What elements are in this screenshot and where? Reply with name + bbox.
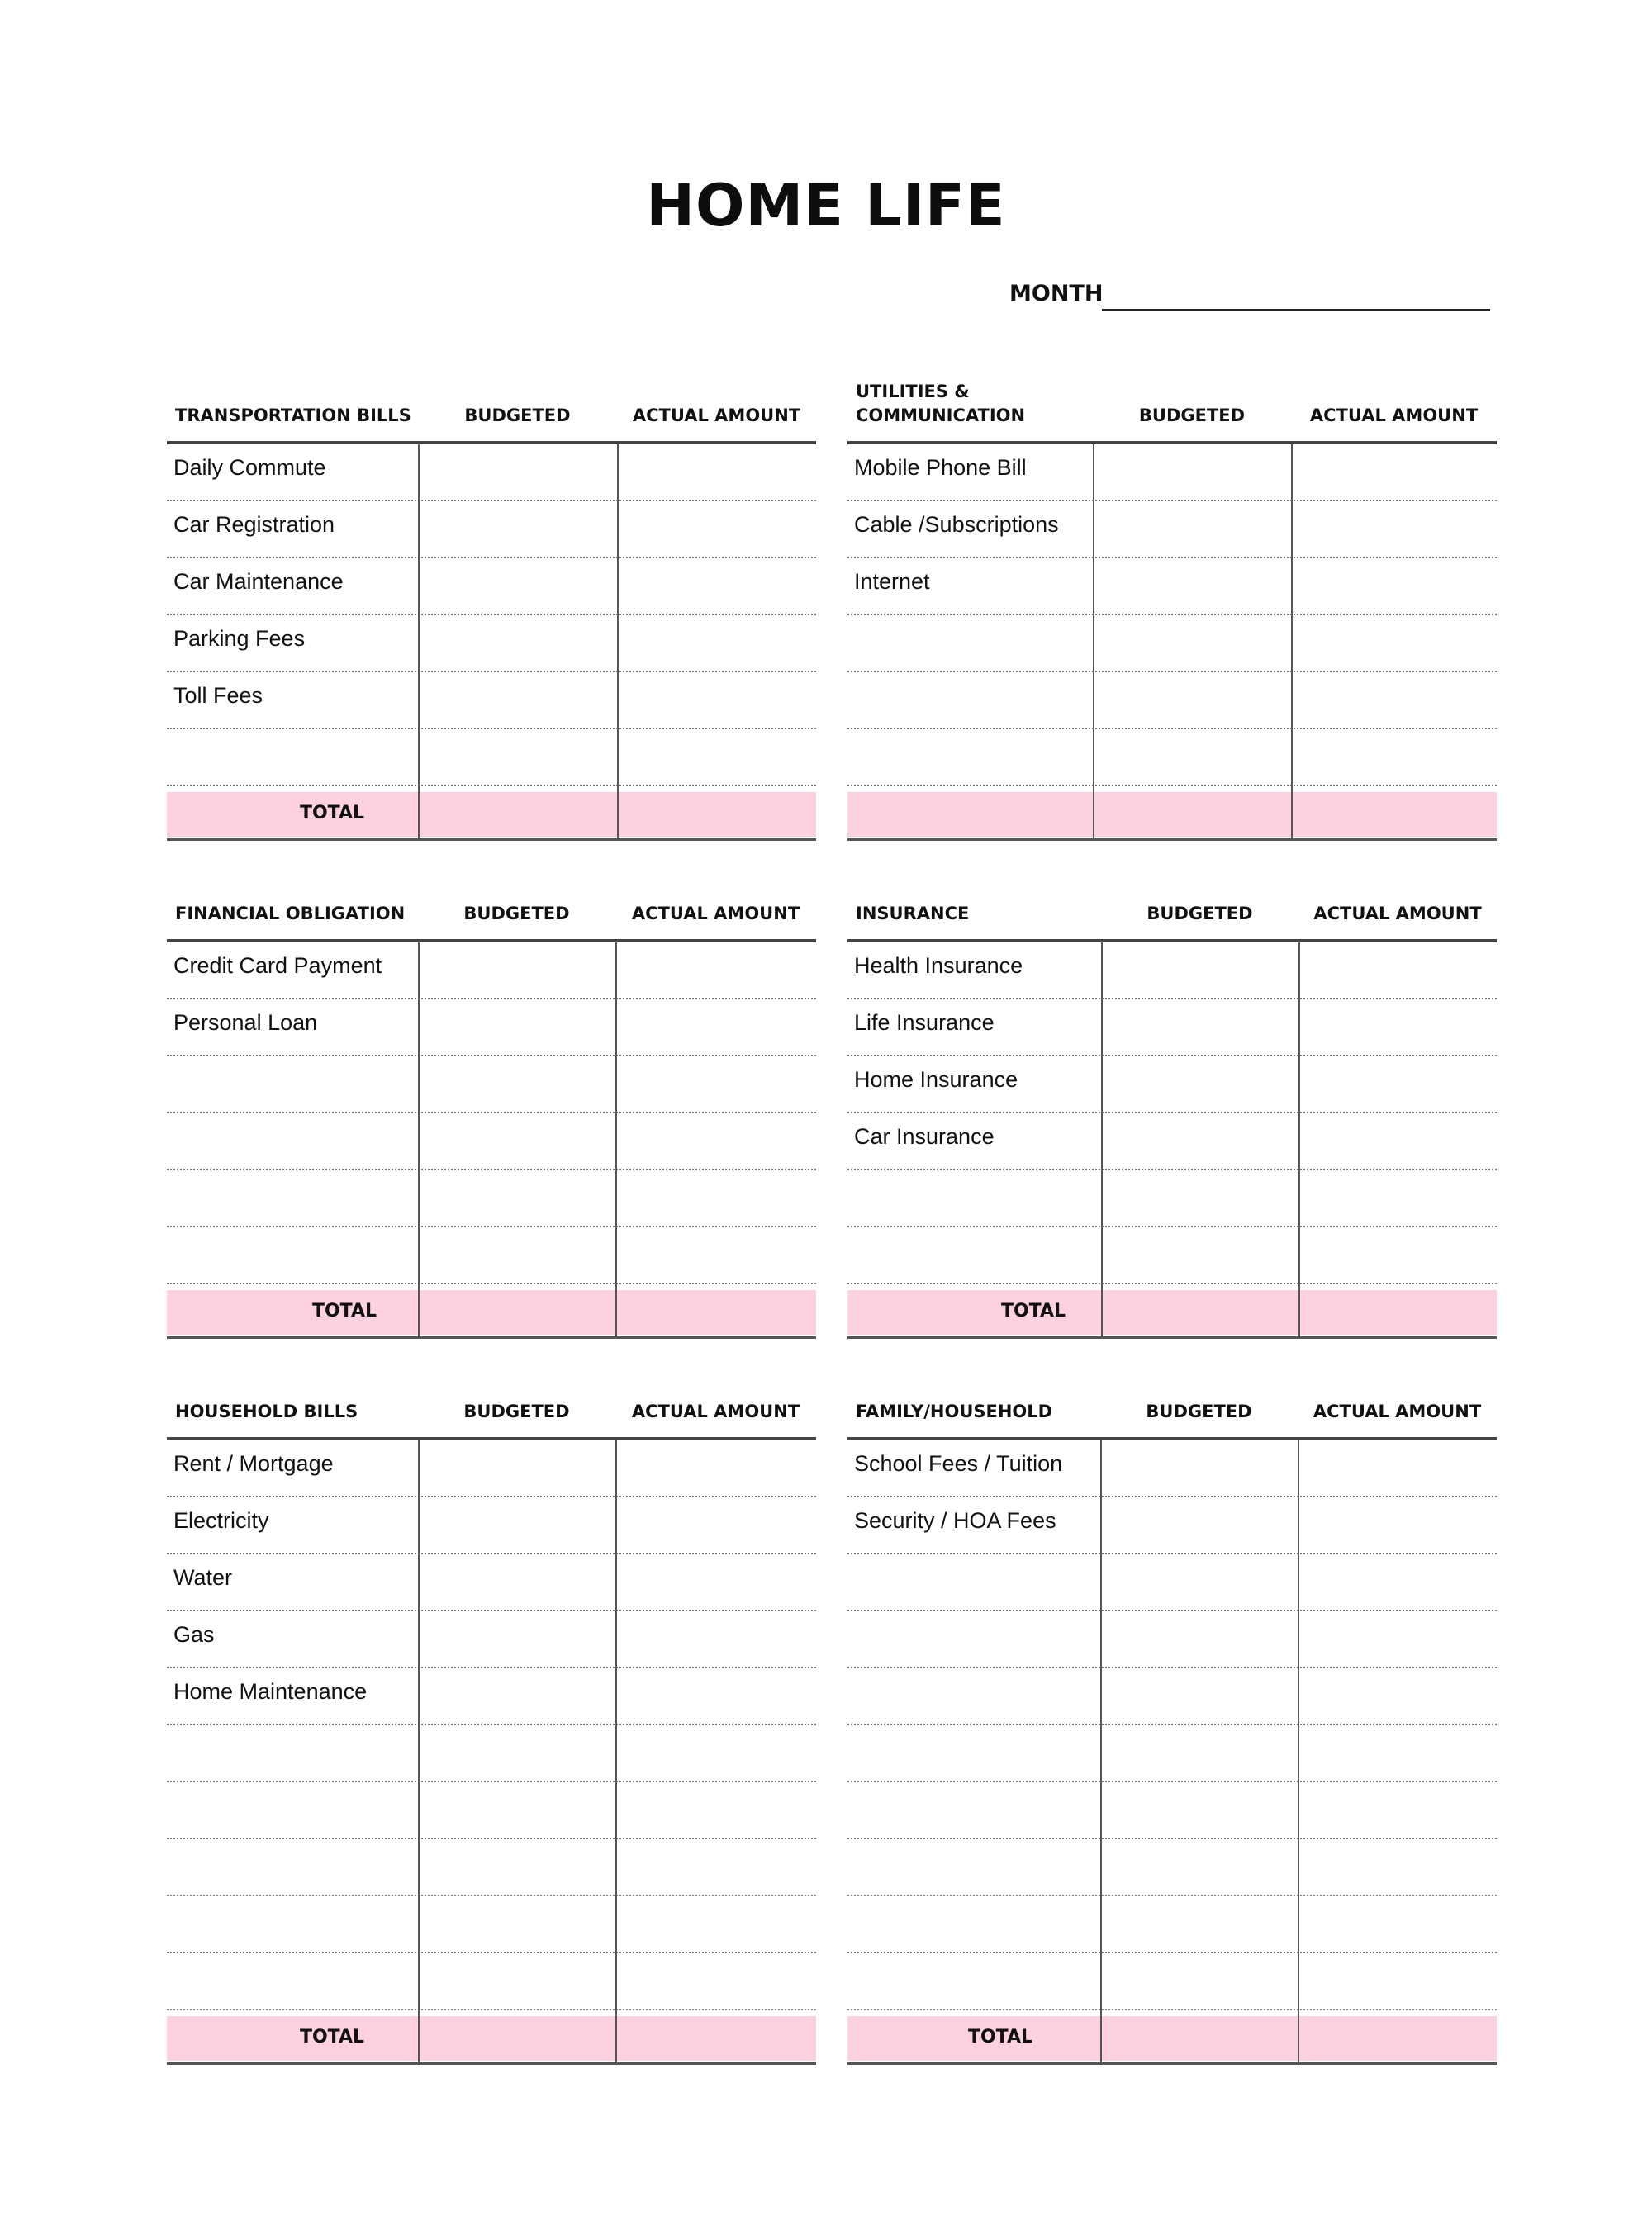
column-divider (1093, 786, 1094, 838)
table-row (167, 1227, 816, 1284)
section-header (167, 886, 816, 942)
section-header (847, 886, 1497, 942)
total-budgeted-cell[interactable] (418, 1284, 615, 1336)
section-title: INSURANCE (856, 904, 970, 923)
table-row (167, 672, 816, 729)
actual-amount-cell[interactable] (1298, 1113, 1497, 1169)
column-header-actual: ACTUAL AMOUNT (1313, 1402, 1482, 1421)
budgeted-cell[interactable] (418, 1497, 615, 1553)
budgeted-cell[interactable] (1101, 1227, 1298, 1283)
budgeted-cell[interactable] (418, 1227, 615, 1283)
table-row (167, 1725, 816, 1782)
row-label: Mobile Phone Bill (854, 455, 1027, 480)
column-header-budgeted: BUDGETED (1138, 406, 1246, 425)
column-divider (615, 942, 617, 1284)
row-label: Car Insurance (854, 1124, 995, 1149)
actual-amount-cell[interactable] (615, 1611, 816, 1667)
actual-amount-cell[interactable] (1298, 1839, 1497, 1895)
table-row (847, 942, 1497, 999)
table-row (847, 729, 1497, 786)
section-transportation (167, 388, 816, 841)
total-budgeted-cell[interactable] (418, 786, 617, 838)
budgeted-cell[interactable] (418, 1056, 615, 1112)
table-row (167, 1170, 816, 1227)
table-row (167, 942, 816, 999)
budgeted-cell[interactable] (418, 501, 617, 557)
budgeted-cell[interactable] (418, 1896, 615, 1952)
row-label: Toll Fees (173, 683, 263, 708)
budgeted-cell[interactable] (418, 1440, 615, 1496)
budgeted-cell[interactable] (1093, 672, 1291, 728)
column-header-budgeted: BUDGETED (1146, 1402, 1252, 1421)
table-row (167, 1668, 816, 1725)
budgeted-cell[interactable] (418, 1782, 615, 1838)
table-row (167, 1896, 816, 1953)
budgeted-cell[interactable] (1100, 1896, 1298, 1952)
budgeted-cell[interactable] (1100, 1554, 1298, 1610)
actual-amount-cell[interactable] (1298, 1782, 1497, 1838)
total-actual-cell[interactable] (1298, 2010, 1497, 2062)
actual-amount-cell[interactable] (615, 1440, 816, 1496)
table-row (847, 1953, 1497, 2010)
total-row (167, 1284, 816, 1339)
table-row (847, 1668, 1497, 1725)
actual-amount-cell[interactable] (615, 1896, 816, 1952)
actual-amount-cell[interactable] (1298, 1554, 1497, 1610)
section-financial (167, 886, 816, 1339)
actual-amount-cell[interactable] (615, 1668, 816, 1724)
column-header-actual: ACTUAL AMOUNT (632, 406, 801, 425)
actual-amount-cell[interactable] (615, 1953, 816, 2009)
actual-amount-cell[interactable] (1298, 1896, 1497, 1952)
row-label: Personal Loan (173, 1010, 318, 1035)
column-divider (418, 444, 420, 786)
budgeted-cell[interactable] (1093, 558, 1291, 614)
section-header (167, 1384, 816, 1440)
row-label: Life Insurance (854, 1010, 995, 1035)
actual-amount-cell[interactable] (1298, 1227, 1497, 1283)
row-label: Health Insurance (854, 953, 1023, 978)
actual-amount-cell[interactable] (1298, 1170, 1497, 1226)
table-row (167, 1953, 816, 2010)
column-divider (418, 942, 420, 1284)
table-row (167, 1497, 816, 1554)
budgeted-cell[interactable] (418, 558, 617, 614)
table-row (847, 1554, 1497, 1611)
row-label: Gas (173, 1622, 215, 1647)
column-header-actual: ACTUAL AMOUNT (1309, 406, 1479, 425)
budgeted-cell[interactable] (1093, 729, 1291, 785)
actual-amount-cell[interactable] (615, 1170, 816, 1226)
actual-amount-cell[interactable] (1298, 1953, 1497, 2009)
budgeted-cell[interactable] (1100, 1668, 1298, 1724)
actual-amount-cell[interactable] (1291, 501, 1497, 557)
budgeted-cell[interactable] (418, 672, 617, 728)
table-row (847, 501, 1497, 558)
actual-amount-cell[interactable] (1298, 1611, 1497, 1667)
table-row (167, 501, 816, 558)
row-label: Home Maintenance (173, 1679, 368, 1704)
budgeted-cell[interactable] (1100, 1497, 1298, 1553)
budgeted-cell[interactable] (418, 942, 615, 998)
budgeted-cell[interactable] (418, 1113, 615, 1169)
actual-amount-cell[interactable] (615, 1227, 816, 1283)
row-label: Rent / Mortgage (173, 1451, 334, 1476)
section-header (847, 382, 1497, 444)
actual-amount-cell[interactable] (1291, 444, 1497, 500)
section-household (167, 1384, 816, 2065)
budgeted-cell[interactable] (418, 1953, 615, 2009)
section-title: FAMILY/HOUSEHOLD (856, 1402, 1053, 1421)
total-row (847, 1284, 1497, 1339)
column-header-budgeted: BUDGETED (463, 1402, 570, 1421)
actual-amount-cell[interactable] (1298, 1440, 1497, 1496)
table-row (847, 1170, 1497, 1227)
column-divider (1093, 444, 1094, 786)
table-row (847, 672, 1497, 729)
table-row (847, 999, 1497, 1056)
budgeted-cell[interactable] (1100, 1611, 1298, 1667)
actual-amount-cell[interactable] (617, 729, 816, 785)
column-divider (1100, 2010, 1102, 2062)
table-row (167, 1782, 816, 1839)
budgeted-cell[interactable] (1100, 1953, 1298, 2009)
total-actual-cell[interactable] (1298, 1284, 1497, 1336)
budgeted-cell[interactable] (418, 1668, 615, 1724)
column-divider (1100, 1440, 1102, 2010)
total-budgeted-cell[interactable] (1101, 1284, 1298, 1336)
actual-amount-cell[interactable] (1291, 729, 1497, 785)
total-budgeted-cell[interactable] (1093, 786, 1291, 838)
month-label: MONTH (1009, 281, 1104, 306)
actual-amount-cell[interactable] (1298, 1497, 1497, 1553)
budgeted-cell[interactable] (1093, 501, 1291, 557)
section-title: UTILITIES & COMMUNICATION (856, 382, 1026, 425)
column-divider (1291, 786, 1293, 838)
column-divider (617, 444, 619, 786)
column-divider (615, 1440, 617, 2010)
column-divider (418, 786, 420, 838)
row-label: Car Registration (173, 512, 335, 537)
table-row (847, 444, 1497, 501)
column-divider (617, 786, 619, 838)
row-label: Credit Card Payment (173, 953, 382, 978)
total-label: TOTAL (311, 1301, 377, 1321)
actual-amount-cell[interactable] (615, 1113, 816, 1169)
table-row (847, 1056, 1497, 1113)
budgeted-cell[interactable] (1100, 1839, 1298, 1895)
table-row (847, 1497, 1497, 1554)
actual-amount-cell[interactable] (1298, 1668, 1497, 1724)
page-title: HOME LIFE (646, 172, 1006, 240)
table-row (847, 1896, 1497, 1953)
table-row (167, 615, 816, 672)
budgeted-cell[interactable] (1100, 1782, 1298, 1838)
section-title: HOUSEHOLD BILLS (175, 1402, 358, 1421)
actual-amount-cell[interactable] (617, 501, 816, 557)
table-row (847, 615, 1497, 672)
budgeted-cell[interactable] (418, 615, 617, 671)
total-budgeted-cell[interactable] (1100, 2010, 1298, 2062)
table-row (847, 1440, 1497, 1497)
total-row (847, 786, 1497, 841)
column-header-actual: ACTUAL AMOUNT (1313, 904, 1482, 923)
budgeted-cell[interactable] (1100, 1440, 1298, 1496)
column-divider (1298, 2010, 1299, 2062)
table-row (167, 1554, 816, 1611)
total-actual-cell[interactable] (615, 2010, 816, 2062)
table-row (167, 1113, 816, 1170)
budgeted-cell[interactable] (1101, 942, 1298, 998)
table-row (167, 729, 816, 786)
actual-amount-cell[interactable] (615, 1056, 816, 1112)
column-divider (1291, 444, 1293, 786)
actual-amount-cell[interactable] (617, 615, 816, 671)
row-label: School Fees / Tuition (854, 1451, 1063, 1476)
budgeted-cell[interactable] (418, 729, 617, 785)
table-row (847, 1611, 1497, 1668)
budgeted-cell[interactable] (418, 999, 615, 1055)
budgeted-cell[interactable] (1101, 1056, 1298, 1112)
row-label: Car Maintenance (173, 569, 344, 594)
total-actual-cell[interactable] (617, 786, 816, 838)
budgeted-cell[interactable] (418, 444, 617, 500)
table-row (847, 1725, 1497, 1782)
table-row (847, 558, 1497, 615)
table-row (167, 1839, 816, 1896)
table-row (167, 444, 816, 501)
actual-amount-cell[interactable] (1298, 999, 1497, 1055)
column-header-actual: ACTUAL AMOUNT (631, 1402, 800, 1421)
budgeted-cell[interactable] (418, 1839, 615, 1895)
table-row (167, 1611, 816, 1668)
column-divider (615, 2010, 617, 2062)
actual-amount-cell[interactable] (615, 1497, 816, 1553)
column-header-budgeted: BUDGETED (464, 406, 571, 425)
row-label: Parking Fees (173, 626, 306, 651)
actual-amount-cell[interactable] (615, 1554, 816, 1610)
actual-amount-cell[interactable] (615, 1782, 816, 1838)
column-header-actual: ACTUAL AMOUNT (631, 904, 800, 923)
total-budgeted-cell[interactable] (418, 2010, 615, 2062)
row-label: Internet (854, 569, 930, 594)
column-divider (1298, 1440, 1299, 2010)
actual-amount-cell[interactable] (615, 942, 816, 998)
section-rows (847, 444, 1497, 786)
budgeted-cell[interactable] (1101, 1113, 1298, 1169)
actual-amount-cell[interactable] (615, 1725, 816, 1781)
total-label: TOTAL (1000, 1301, 1066, 1321)
column-header-budgeted: BUDGETED (463, 904, 570, 923)
column-divider (615, 1284, 617, 1336)
section-title: FINANCIAL OBLIGATION (175, 904, 406, 923)
table-row (167, 1440, 816, 1497)
column-divider (1298, 1284, 1300, 1336)
section-header (847, 1384, 1497, 1440)
budgeted-cell[interactable] (418, 1725, 615, 1781)
column-divider (1298, 942, 1300, 1284)
budgeted-cell[interactable] (418, 1170, 615, 1226)
actual-amount-cell[interactable] (1291, 558, 1497, 614)
column-divider (418, 1284, 420, 1336)
budgeted-cell[interactable] (1101, 1170, 1298, 1226)
table-row (167, 1056, 816, 1113)
row-label: Security / HOA Fees (854, 1508, 1056, 1533)
actual-amount-cell[interactable] (617, 672, 816, 728)
column-divider (1101, 942, 1103, 1284)
table-row (167, 999, 816, 1056)
actual-amount-cell[interactable] (615, 999, 816, 1055)
section-insurance (847, 886, 1497, 1339)
column-divider (418, 1440, 420, 2010)
actual-amount-cell[interactable] (1291, 615, 1497, 671)
table-row (847, 1782, 1497, 1839)
row-label: Electricity (173, 1508, 269, 1533)
row-label: Water (173, 1565, 233, 1590)
total-label: TOTAL (299, 803, 365, 823)
section-header (167, 388, 816, 444)
actual-amount-cell[interactable] (1291, 672, 1497, 728)
section-rows (167, 444, 816, 786)
month-field[interactable] (1009, 281, 1497, 322)
actual-amount-cell[interactable] (617, 444, 816, 500)
total-actual-cell[interactable] (1291, 786, 1497, 838)
table-row (847, 1227, 1497, 1284)
row-label: Daily Commute (173, 455, 326, 480)
actual-amount-cell[interactable] (617, 558, 816, 614)
table-row (167, 558, 816, 615)
budgeted-cell[interactable] (1093, 615, 1291, 671)
column-header-budgeted: BUDGETED (1146, 904, 1253, 923)
total-actual-cell[interactable] (615, 1284, 816, 1336)
total-label: TOTAL (299, 2027, 365, 2047)
section-rows (167, 942, 816, 1284)
budgeted-cell[interactable] (1101, 999, 1298, 1055)
row-label: Cable /Subscriptions (854, 512, 1059, 537)
table-row (847, 1839, 1497, 1896)
total-row (167, 2010, 816, 2065)
actual-amount-cell[interactable] (1298, 1725, 1497, 1781)
section-rows (167, 1440, 816, 2010)
total-label: TOTAL (967, 2027, 1033, 2047)
budgeted-cell[interactable] (418, 1611, 615, 1667)
actual-amount-cell[interactable] (1298, 1056, 1497, 1112)
month-input-line[interactable] (1102, 309, 1490, 311)
row-label: Home Insurance (854, 1067, 1018, 1092)
budgeted-cell[interactable] (418, 1554, 615, 1610)
section-family (847, 1384, 1497, 2065)
section-title: TRANSPORTATION BILLS (175, 406, 411, 425)
total-row (847, 2010, 1497, 2065)
section-rows (847, 1440, 1497, 2010)
table-row (847, 1113, 1497, 1170)
column-divider (1101, 1284, 1103, 1336)
section-rows (847, 942, 1497, 1284)
column-divider (418, 2010, 420, 2062)
actual-amount-cell[interactable] (615, 1839, 816, 1895)
section-utilities (847, 382, 1497, 841)
budgeted-cell[interactable] (1093, 444, 1291, 500)
budgeted-cell[interactable] (1100, 1725, 1298, 1781)
total-row (167, 786, 816, 841)
actual-amount-cell[interactable] (1298, 942, 1497, 998)
